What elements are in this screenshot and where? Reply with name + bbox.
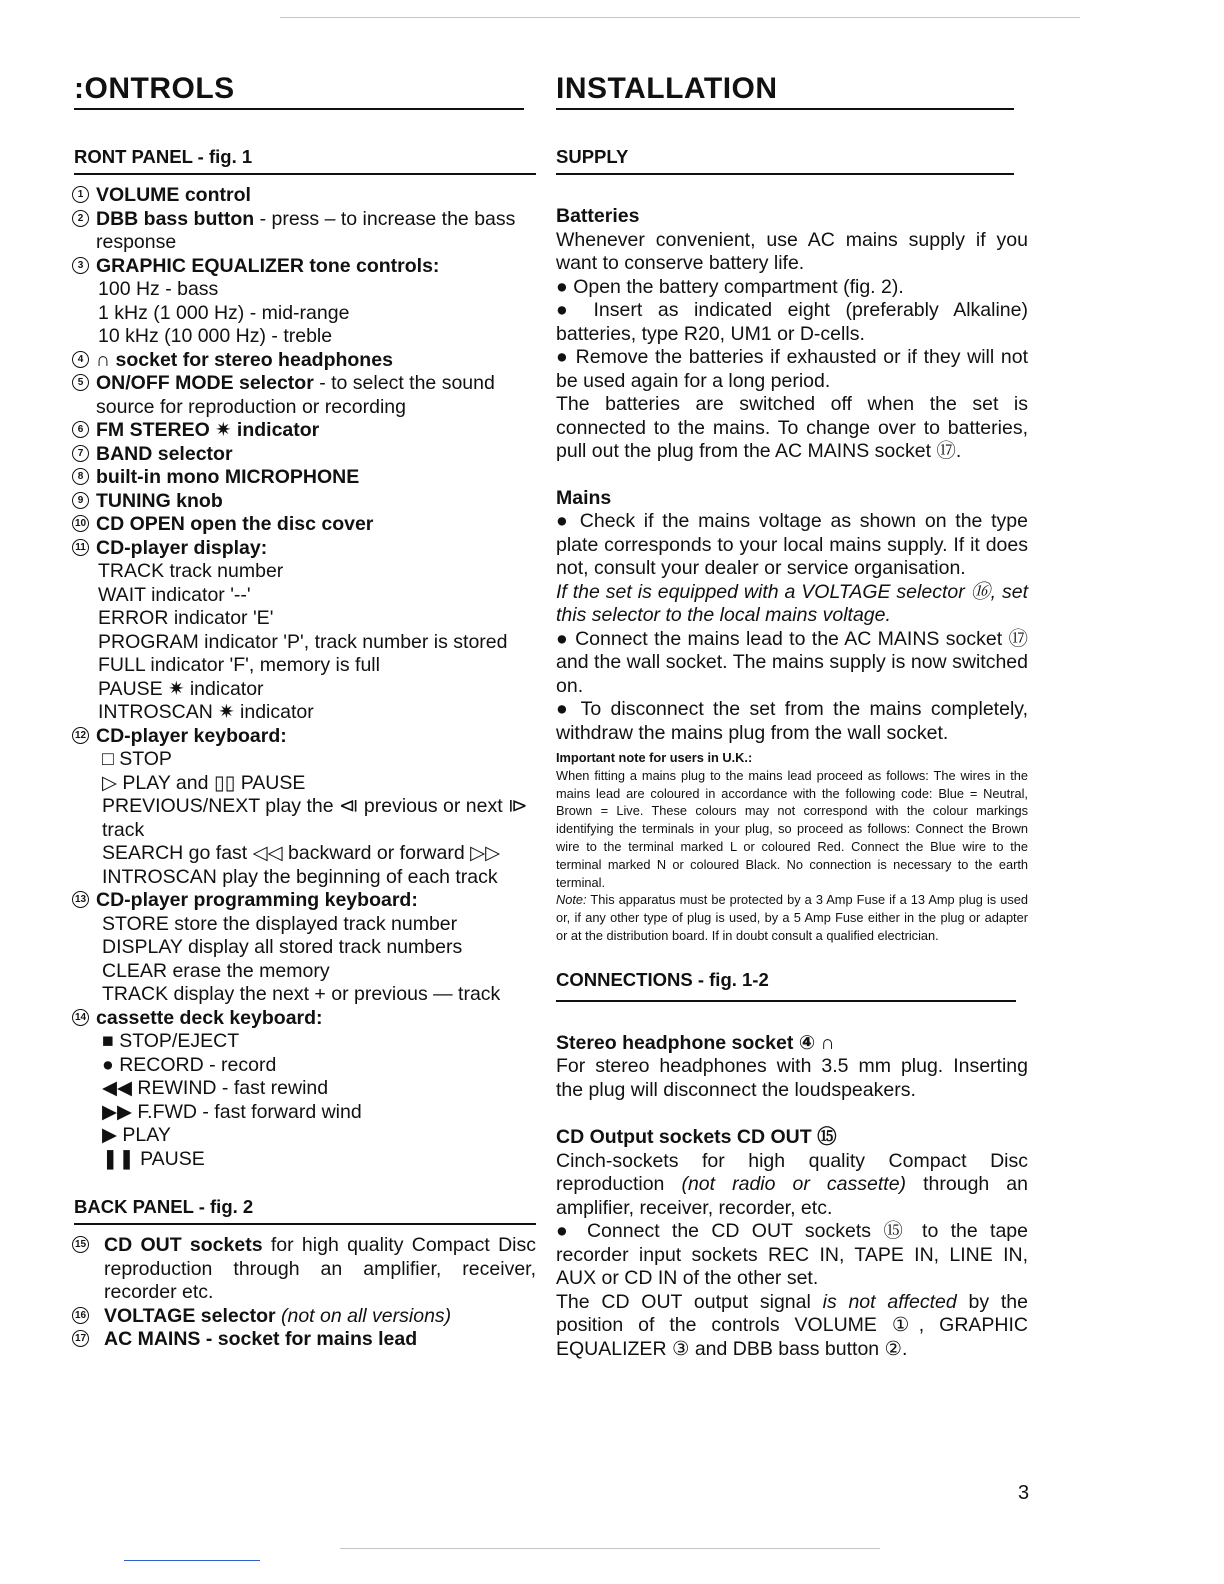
headphone-section: [556, 1032, 1028, 1103]
keyboard-line-1: □ STOP: [102, 748, 172, 770]
display-line-4: PROGRAM indicator 'P', track number is stored: [98, 630, 508, 653]
back-item-15: 15 CD OUT sockets for high quality Compact Disc reproduction through an amplifier, receiver, recorder etc.: [74, 1234, 536, 1305]
headphones-icon: ∩: [96, 348, 116, 371]
cassette-line-3: ◀◀ REWIND - fast rewind: [102, 1077, 329, 1099]
batteries-bullet-3: ● Remove the batteries if exhausted or if they will not be used again for a long period.: [556, 346, 1028, 392]
prog-line-3: CLEAR erase the memory: [102, 959, 330, 982]
installation-heading: INSTALLATION: [556, 72, 1014, 110]
page-number: 3: [1018, 1482, 1030, 1504]
cassette-line-1: ■ STOP/EJECT: [102, 1030, 240, 1052]
display-line-1: TRACK track number: [98, 560, 284, 582]
batteries-bullet-1: ● Open the battery compartment (fig. 2).: [556, 275, 904, 298]
uk-note-2: Note: This apparatus must be protected by a 3 Amp Fuse if a 13 Amp plug is used or, if any other type of plug is used, by a 5 Amp Fuse either in the plug or adapter or at the distribution board. If in doubt consult a qualified electrician.: [556, 892, 1028, 943]
front-item-6: 6 FM STEREO ✷ indicator: [74, 419, 536, 443]
front-panel-title: RONT PANEL - fig. 1: [74, 146, 536, 175]
eq-line-2: 1 kHz (1 000 Hz) - mid-range: [98, 301, 350, 324]
cdout-p2: ● Connect the CD OUT sockets ⑮ to the tape recorder input sockets REC IN, TAPE IN, LINE IN, AUX or CD IN of the other set.: [556, 1220, 1028, 1290]
cassette-line-6: ❚❚ PAUSE: [102, 1147, 205, 1170]
front-item-4: 4 ∩ socket for stereo headphones: [74, 349, 536, 373]
prog-line-2: DISPLAY display all stored track numbers: [102, 936, 463, 958]
front-item-14: 14 cassette deck keyboard:: [74, 1007, 536, 1031]
uk-note-title: Important note for users in U.K.:: [556, 750, 753, 765]
connections-title: CONNECTIONS - fig. 1-2: [556, 969, 1016, 1002]
mains-title: Mains: [556, 486, 612, 509]
front-item-12: 12 CD-player keyboard:: [74, 725, 536, 749]
uk-note-text: When fitting a mains plug to the mains lead proceed as follows: The wires in the mains lead are coloured in accordance with the following code: Blue = Neutral, Brown = Live. These colours may not correspond with the colour markings identifying the terminals in your plug, so proceed as follows: Connect the Brown wire to the terminal marked L or coloured Red. Connect the Blue wire to the terminal marked N or coloured Black. No connection is necessary to the earth terminal.: [556, 767, 1028, 890]
controls-column: [74, 72, 536, 1352]
front-item-13: 13 CD-player programming keyboard:: [74, 889, 536, 913]
front-item-10: 10 CD OPEN open the disc cover: [74, 513, 536, 537]
front-item-3: 3 GRAPHIC EQUALIZER tone controls:: [74, 255, 536, 279]
cassette-line-5: ▶ PLAY: [102, 1124, 171, 1146]
front-item-5: 5 ON/OFF MODE selector - to select the sound source for reproduction or recording: [74, 372, 536, 419]
uk-note: [556, 749, 1028, 945]
front-item-11: 11 CD-player display:: [74, 537, 536, 561]
batteries-title: Batteries: [556, 205, 640, 227]
front-item-7: 7 BAND selector: [74, 443, 536, 467]
mains-p3: ● Connect the mains lead to the AC MAINS socket ⑰ and the wall socket. The mains supply is now switched on.: [556, 627, 1028, 697]
scan-blue-line: [124, 1560, 260, 1561]
headphones-icon: ∩: [820, 1031, 835, 1054]
cdout-section: [556, 1126, 1028, 1361]
eq-line-3: 10 kHz (10 000 Hz) - treble: [98, 325, 333, 347]
keyboard-line-2: ▷ PLAY and ▯▯ PAUSE: [102, 771, 306, 794]
mains-section: [556, 487, 1028, 746]
cdout-title: CD Output sockets CD OUT ⑮: [556, 1126, 837, 1149]
front-item-2: 2 DBB bass button - press – to increase the bass response: [74, 208, 536, 255]
display-line-7: INTROSCAN ✷ indicator: [98, 701, 314, 723]
keyboard-line-3: PREVIOUS/NEXT play the ⧏ previous or next ⧐ track: [102, 795, 528, 841]
supply-title: SUPPLY: [556, 146, 1014, 175]
cdout-p3: The CD OUT output signal is not affected by the position of the controls VOLUME ①, GRAPHIC EQUALIZER ③ and DBB bass button ②.: [556, 1290, 1028, 1360]
cassette-line-2: ● RECORD - record: [102, 1053, 277, 1076]
batteries-p2: The batteries are switched off when the set is connected to the mains. To change over to batteries, pull out the plug from the AC MAINS socket ⑰.: [556, 393, 1028, 462]
prog-line-1: STORE store the displayed track number: [102, 912, 458, 935]
headphone-title: Stereo headphone socket ④ ∩: [556, 1031, 835, 1054]
batteries-p1: Whenever convenient, use AC mains supply if you want to conserve battery life.: [556, 228, 1028, 274]
eq-line-1: 100 Hz - bass: [98, 278, 219, 300]
mains-p2: If the set is equipped with a VOLTAGE selector ⑯, set this selector to the local mains voltage.: [556, 580, 1028, 626]
mains-p4: ● To disconnect the set from the mains completely, withdraw the mains plug from the wall socket.: [556, 698, 1028, 744]
prog-line-4: TRACK display the next + or previous — track: [102, 983, 501, 1005]
mains-p1: ● Check if the mains voltage as shown on the type plate corresponds to your local mains supply. If it does not, consult your dealer or service organisation.: [556, 510, 1028, 579]
scan-line-bottom: [340, 1548, 880, 1549]
batteries-section: [556, 205, 1028, 464]
display-line-2: WAIT indicator '--': [98, 583, 251, 606]
controls-heading: :ONTROLS: [74, 72, 524, 110]
keyboard-line-4: SEARCH go fast ◁◁ backward or forward ▷▷: [102, 842, 501, 864]
cassette-line-4: ▶▶ F.FWD - fast forward wind: [102, 1100, 362, 1123]
back-panel-title: BACK PANEL - fig. 2: [74, 1196, 536, 1225]
front-item-8: 8 built-in mono MICROPHONE: [74, 466, 536, 490]
back-item-16: 16 VOLTAGE selector (not on all versions): [74, 1305, 536, 1329]
display-line-3: ERROR indicator 'E': [98, 607, 274, 629]
back-panel-list: [74, 1234, 536, 1352]
front-item-1: 1 VOLUME control: [74, 184, 536, 208]
front-item-9: 9 TUNING knob: [74, 490, 536, 514]
keyboard-line-5: INTROSCAN play the beginning of each track: [102, 865, 498, 888]
scan-line-top: [280, 17, 1080, 18]
display-line-5: FULL indicator 'F', memory is full: [98, 654, 380, 676]
headphone-text: For stereo headphones with 3.5 mm plug. Inserting the plug will disconnect the loudspeakers.: [556, 1055, 1028, 1101]
display-line-6: PAUSE ✷ indicator: [98, 677, 264, 700]
installation-column: [556, 72, 1028, 1361]
cdout-p1: Cinch-sockets for high quality Compact Disc reproduction (not radio or cassette) through an amplifier, receiver, recorder, etc.: [556, 1149, 1029, 1219]
back-item-17: 17 AC MAINS - socket for mains lead: [74, 1328, 536, 1352]
front-panel-list: [74, 184, 536, 1171]
batteries-bullet-2: ● Insert as indicated eight (preferably Alkaline) batteries, type R20, UM1 or D-cells.: [556, 299, 1028, 345]
